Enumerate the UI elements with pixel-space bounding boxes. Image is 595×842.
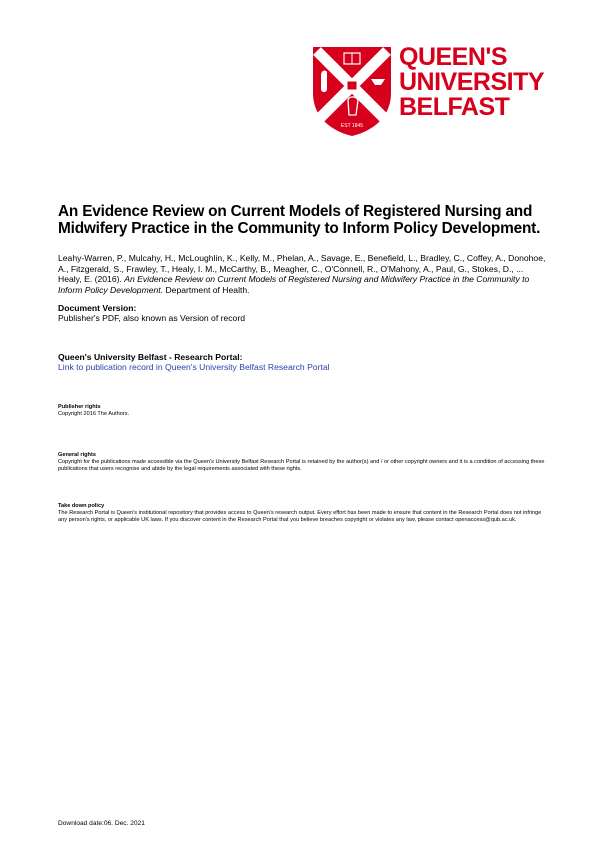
publisher-rights-section bbox=[58, 404, 548, 418]
document-version-value: Publisher's PDF, also known as Version of record bbox=[58, 313, 245, 323]
general-rights-section bbox=[58, 452, 548, 472]
crest-text: EST 1845 bbox=[340, 123, 364, 129]
download-date: Download date:06. Dec. 2021 bbox=[58, 820, 145, 827]
general-rights-text: Copyright for the publications made accessible via the Queen's University Belfast Research Portal is retained by the author(s) and / or other copyright owners and it is a condition of accessing these publications that users recognise and abide by the legal requirements associated with these rights. bbox=[58, 458, 545, 472]
logo-line-1: QUEEN'S bbox=[399, 43, 508, 71]
citation-publisher: Department of Health. bbox=[165, 285, 250, 296]
document-title: An Evidence Review on Current Models of Registered Nursing and Midwifery Practice in the Community to Inform Policy Development. bbox=[58, 203, 541, 237]
research-portal-link[interactable]: Link to publication record in Queen's University Belfast Research Portal bbox=[58, 362, 330, 372]
logo-line-3: BELFAST bbox=[399, 93, 510, 121]
document-version-section bbox=[58, 303, 548, 323]
university-logo bbox=[311, 45, 551, 138]
take-down-label: Take down policy bbox=[58, 503, 105, 509]
research-portal-label: Queen's University Belfast - Research Portal: bbox=[58, 352, 243, 362]
take-down-section bbox=[58, 503, 548, 523]
take-down-text: The Research Portal is Queen's institutional repository that provides access to Queen's research output. Every effort has been made to ensure that content in the Research Portal does not infringe any person's rights, or applicable UK laws. If you discover content in the Research Portal that you believe breaches copyright or violates any law, please contact openaccess@qub.ac.uk. bbox=[58, 509, 542, 523]
citation-title: An Evidence Review on Current Models of Registered Nursing and Midwifery Practice in the Community to Inform Policy Development. bbox=[58, 274, 530, 296]
document-version-label: Document Version: bbox=[58, 303, 137, 313]
citation-authors: Leahy-Warren, P., Mulcahy, H., McLoughlin, K., Kelly, M., Phelan, A., Savage, E., Benefield, L., Bradley, C., Coffey, A., Donohoe, A., Fitzgerald, S., Frawley, T., Healy, I. M., McCarthy, B., Meagher, C., O'Connell, R., O'Mahony, A., Paul, G., Stokes, D., ... Healy, E. (2016). bbox=[58, 253, 546, 285]
logo-line-2: UNIVERSITY bbox=[399, 68, 545, 96]
publisher-rights-label: Publisher rights bbox=[58, 404, 101, 410]
publisher-rights-text: Copyright 2016 The Authors. bbox=[58, 410, 130, 417]
crest-icon bbox=[311, 45, 393, 138]
general-rights-label: General rights bbox=[58, 452, 96, 458]
logo-wordmark bbox=[399, 45, 544, 120]
research-portal-section bbox=[58, 352, 548, 372]
citation bbox=[58, 253, 548, 296]
